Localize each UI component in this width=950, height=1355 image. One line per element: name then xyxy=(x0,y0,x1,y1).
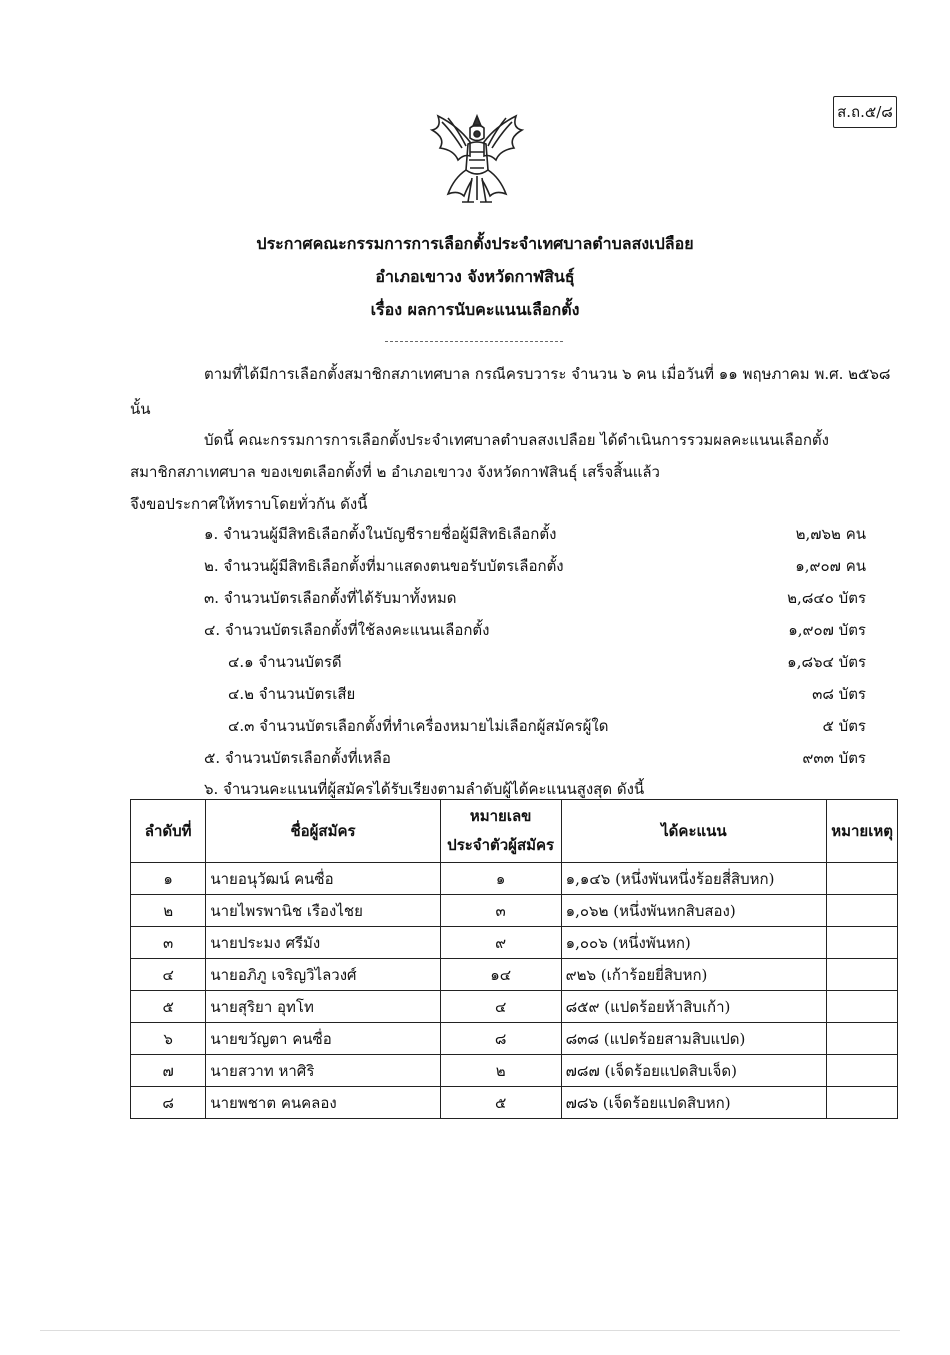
header-number-line-1: หมายเลข xyxy=(469,807,532,825)
cell-name: นายไพรพานิช เรืองไชย xyxy=(206,895,440,927)
cell-order: ๘ xyxy=(131,1087,206,1119)
page-edge-line xyxy=(40,1330,900,1331)
table-row xyxy=(131,863,898,895)
paragraph-2-line-1: บัดนี้ คณะกรรมการการเลือกตั้งประจำเทศบาลตำบลสงเปลือย ได้ดำเนินการรวมผลคะแนนเลือกตั้ง xyxy=(204,431,829,449)
cell-order: ๓ xyxy=(131,927,206,959)
cell-number: ๙ xyxy=(440,927,561,959)
item-label: ๔.๓ จำนวนบัตรเลือกตั้งที่ทำเครื่องหมายไม่เลือกผู้สมัครผู้ใด xyxy=(228,717,609,735)
cell-number: ๑ xyxy=(440,863,561,895)
cell-votes: ๘๓๘ (แปดร้อยสามสิบแปด) xyxy=(561,1023,827,1055)
cell-number: ๒ xyxy=(440,1055,561,1087)
cell-remark xyxy=(827,1023,898,1055)
district-province: อำเภอเขาวง จังหวัดกาฬสินธุ์ xyxy=(375,267,575,286)
item-value: ๓๘ บัตร xyxy=(812,685,866,703)
header-number xyxy=(440,800,561,863)
table-row xyxy=(131,895,898,927)
cell-name: นายพชาต คนคลอง xyxy=(206,1087,440,1119)
cell-remark xyxy=(827,895,898,927)
cell-remark xyxy=(827,1087,898,1119)
header-votes: ได้คะแนน xyxy=(561,800,827,863)
item-label: ๔.๒ จำนวนบัตรเสีย xyxy=(228,685,356,703)
form-code-box: ส.ถ.๕/๘ xyxy=(833,96,897,128)
cell-name: นายขวัญตา คนซื่อ xyxy=(206,1023,440,1055)
table-header-row xyxy=(131,800,898,863)
cell-votes: ๑,๐๖๒ (หนึ่งพันหกสิบสอง) xyxy=(561,895,827,927)
table-row xyxy=(131,1023,898,1055)
cell-remark xyxy=(827,959,898,991)
header-remark: หมายเหตุ xyxy=(827,800,898,863)
subject-line: เรื่อง ผลการนับคะแนนเลือกตั้ง xyxy=(370,300,580,319)
header-divider xyxy=(385,341,563,342)
cell-number: ๑๔ xyxy=(440,959,561,991)
cell-votes: ๙๒๖ (เก้าร้อยยี่สิบหก) xyxy=(561,959,827,991)
cell-remark xyxy=(827,863,898,895)
table-row xyxy=(131,991,898,1023)
cell-order: ๔ xyxy=(131,959,206,991)
header-name: ชื่อผู้สมัคร xyxy=(206,800,440,863)
header-number-line-2: ประจำตัวผู้สมัคร xyxy=(447,836,555,854)
cell-order: ๖ xyxy=(131,1023,206,1055)
item-label: ๒. จำนวนผู้มีสิทธิเลือกตั้งที่มาแสดงตนขอรับบัตรเลือกตั้ง xyxy=(204,557,564,575)
cell-name: นายอภิภู เจริญวิไลวงศ์ xyxy=(206,959,440,991)
paragraph-1-line-2: นั้น xyxy=(130,400,151,418)
cell-votes: ๑,๐๐๖ (หนึ่งพันหก) xyxy=(561,927,827,959)
cell-number: ๘ xyxy=(440,1023,561,1055)
item-label: ๖. จำนวนคะแนนที่ผู้สมัครได้รับเรียงตามลำดับผู้ได้คะแนนสูงสุด ดังนี้ xyxy=(204,780,645,798)
item-label: ๕. จำนวนบัตรเลือกตั้งที่เหลือ xyxy=(204,749,391,767)
item-label: ๑. จำนวนผู้มีสิทธิเลือกตั้งในบัญชีรายชื่อผู้มีสิทธิเลือกตั้ง xyxy=(204,525,557,543)
item-value: ๒,๘๔๐ บัตร xyxy=(787,589,866,607)
cell-remark xyxy=(827,927,898,959)
paragraph-2-line-2: สมาชิกสภาเทศบาล ของเขตเลือกตั้งที่ ๒ อำเภอเขาวง จังหวัดกาฬสินธุ์ เสร็จสิ้นแล้ว xyxy=(130,463,660,481)
table-row xyxy=(131,1087,898,1119)
cell-name: นายสวาท หาศิริ xyxy=(206,1055,440,1087)
item-label: ๔. จำนวนบัตรเลือกตั้งที่ใช้ลงคะแนนเลือกตั้ง xyxy=(204,621,490,639)
table-row xyxy=(131,959,898,991)
results-table xyxy=(130,799,898,1119)
cell-votes: ๗๘๗ (เจ็ดร้อยแปดสิบเจ็ด) xyxy=(561,1055,827,1087)
table-row xyxy=(131,927,898,959)
item-value: ๕ บัตร xyxy=(822,717,866,735)
cell-order: ๗ xyxy=(131,1055,206,1087)
paragraph-3: จึงขอประกาศให้ทราบโดยทั่วกัน ดังนี้ xyxy=(130,495,368,513)
cell-votes: ๗๘๖ (เจ็ดร้อยแปดสิบหก) xyxy=(561,1087,827,1119)
cell-order: ๕ xyxy=(131,991,206,1023)
paragraph-1-line-1: ตามที่ได้มีการเลือกตั้งสมาชิกสภาเทศบาล กรณีครบวาระ จำนวน ๖ คน เมื่อวันที่ ๑๑ พฤษภาคม พ.ศ. ๒๕๖๘ xyxy=(204,365,891,383)
garuda-emblem-icon xyxy=(418,108,536,210)
item-value: ๑,๙๐๗ คน xyxy=(795,557,866,575)
cell-remark xyxy=(827,991,898,1023)
item-value: ๙๓๓ บัตร xyxy=(802,749,866,767)
cell-votes: ๑,๑๔๖ (หนึ่งพันหนึ่งร้อยสี่สิบหก) xyxy=(561,863,827,895)
cell-votes: ๘๕๙ (แปดร้อยห้าสิบเก้า) xyxy=(561,991,827,1023)
cell-name: นายอนุวัฒน์ คนซื่อ xyxy=(206,863,440,895)
item-label: ๓. จำนวนบัตรเลือกตั้งที่ได้รับมาทั้งหมด xyxy=(204,589,457,607)
cell-number: ๔ xyxy=(440,991,561,1023)
announcement-title: ประกาศคณะกรรมการการเลือกตั้งประจำเทศบาลตำบลสงเปลือย xyxy=(256,234,694,253)
item-label: ๔.๑ จำนวนบัตรดี xyxy=(228,653,342,671)
item-value: ๒,๗๖๒ คน xyxy=(795,525,866,543)
header-order: ลำดับที่ xyxy=(131,800,206,863)
cell-remark xyxy=(827,1055,898,1087)
cell-order: ๒ xyxy=(131,895,206,927)
cell-order: ๑ xyxy=(131,863,206,895)
item-value: ๑,๙๐๗ บัตร xyxy=(788,621,866,639)
cell-number: ๕ xyxy=(440,1087,561,1119)
item-value: ๑,๘๖๔ บัตร xyxy=(787,653,866,671)
cell-number: ๓ xyxy=(440,895,561,927)
cell-name: นายสุริยา อุทโท xyxy=(206,991,440,1023)
table-row xyxy=(131,1055,898,1087)
cell-name: นายประมง ศรีมัง xyxy=(206,927,440,959)
